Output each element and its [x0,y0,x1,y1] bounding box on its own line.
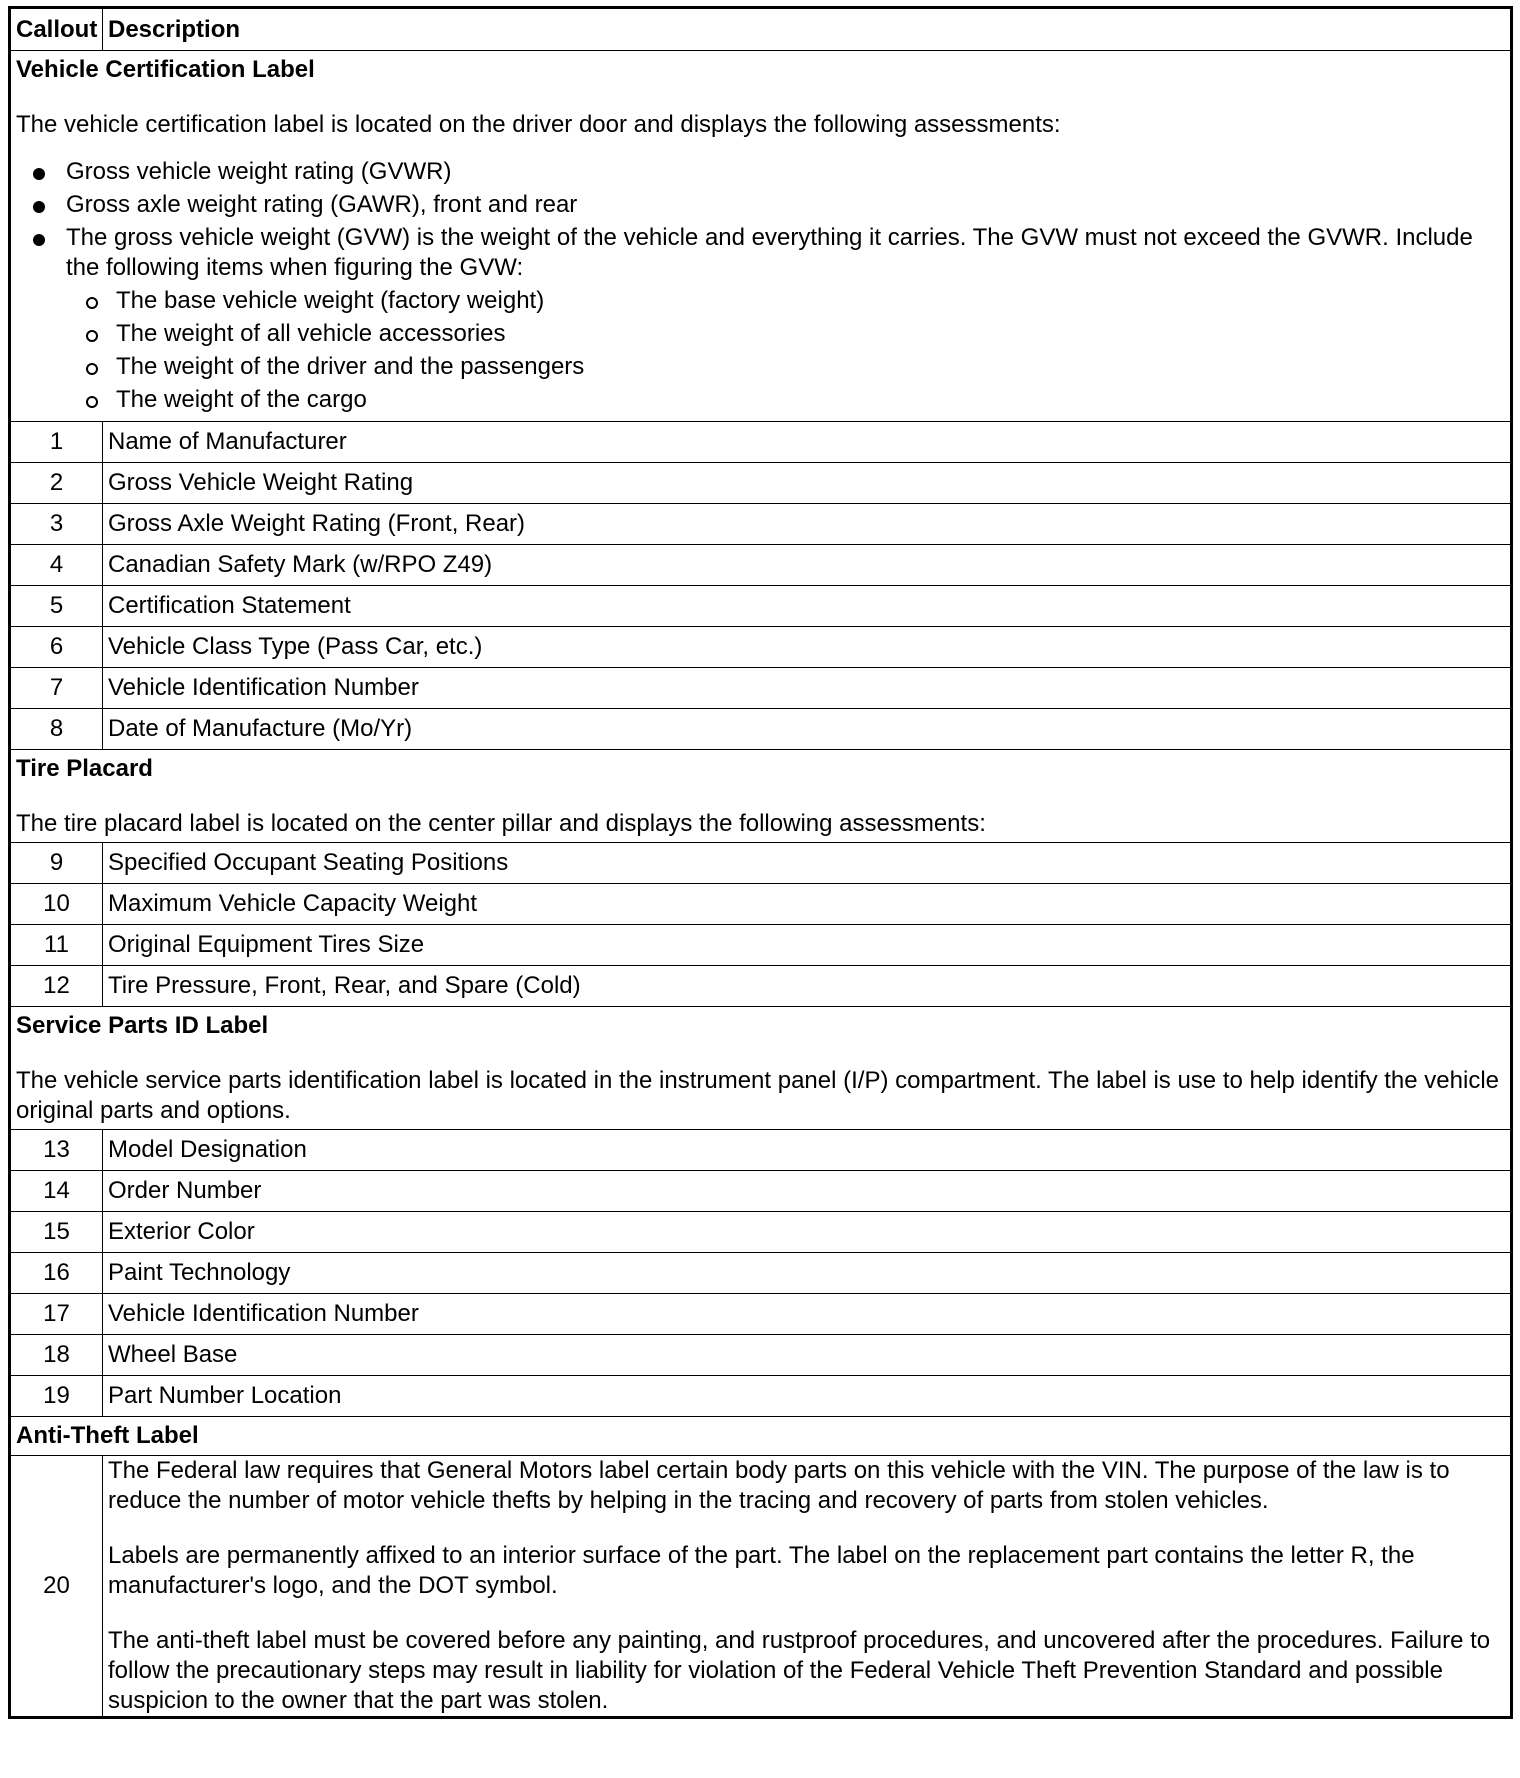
table-row [10,925,1512,966]
table-row [10,1294,1512,1335]
table-row [10,668,1512,709]
callout-number: 20 [10,1456,103,1718]
callout-column-header: Callout [10,8,103,51]
callout-number: 12 [10,966,103,1007]
table-header-row [10,8,1512,51]
vehicle-cert-bullets [16,157,1505,415]
callout-description: Certification Statement [103,586,1512,627]
callout-description: Gross Vehicle Weight Rating [103,463,1512,504]
callout-description: Wheel Base [103,1335,1512,1376]
anti-theft-paragraph: The anti-theft label must be covered before any painting, and rustproof procedures, and uncovered after the procedures. Failure to follow the precautionary steps may result in liability for violation of the Federal Vehicle Theft Prevention Standard and possible suspicion to the owner that the part was stolen. [108,1627,1491,1714]
anti-theft-section [10,1417,1512,1456]
callout-number: 16 [10,1253,103,1294]
table-row [10,884,1512,925]
bullet-text: The gross vehicle weight (GVW) is the weight of the vehicle and everything it carries. The GVW must not exceed the GVWR. Include the following items when figuring the GVW: [66,224,1473,281]
callout-number: 8 [10,709,103,750]
anti-theft-paragraph: The Federal law requires that General Motors label certain body parts on this vehicle with the VIN. The purpose of the law is to reduce the number of motor vehicle thefts by helping in the tracing and recovery of parts from stolen vehicles. [108,1457,1450,1514]
callout-number: 6 [10,627,103,668]
callout-description: Canadian Safety Mark (w/RPO Z49) [103,545,1512,586]
bullet-item: Gross vehicle weight rating (GVWR) [66,157,1505,187]
callout-table [8,6,1513,1719]
service-parts-desc: The vehicle service parts identification label is located in the instrument panel (I/P) compartment. The label is use to help identify the vehicle original parts and options. [16,1067,1499,1124]
callout-description: Vehicle Class Type (Pass Car, etc.) [103,627,1512,668]
callout-number: 4 [10,545,103,586]
vehicle-cert-title: Vehicle Certification Label [16,56,315,83]
callout-number: 18 [10,1335,103,1376]
service-parts-section [10,1007,1512,1130]
gvw-sub-bullets [66,286,1505,415]
anti-theft-paragraph: Labels are permanently affixed to an interior surface of the part. The label on the replacement part contains the letter R, the manufacturer's logo, and the DOT symbol. [108,1542,1415,1599]
callout-number: 10 [10,884,103,925]
service-parts-title: Service Parts ID Label [16,1012,269,1039]
callout-description: Date of Manufacture (Mo/Yr) [103,709,1512,750]
table-row [10,1171,1512,1212]
callout-number: 1 [10,422,103,463]
vehicle-cert-section [10,51,1512,422]
tire-placard-desc: The tire placard label is located on the center pillar and displays the following assessments: [16,810,986,837]
table-row [10,463,1512,504]
callout-number: 2 [10,463,103,504]
callout-number: 7 [10,668,103,709]
callout-number: 15 [10,1212,103,1253]
callout-number: 13 [10,1130,103,1171]
table-row [10,627,1512,668]
sub-bullet-item: The weight of the driver and the passengers [116,352,1505,382]
callout-number: 14 [10,1171,103,1212]
table-row [10,504,1512,545]
callout-number: 11 [10,925,103,966]
callout-number: 17 [10,1294,103,1335]
callout-number: 9 [10,843,103,884]
callout-description: Exterior Color [103,1212,1512,1253]
bullet-item: Gross axle weight rating (GAWR), front and rear [66,190,1505,220]
table-row [10,709,1512,750]
bullet-item [66,223,1505,415]
table-row [10,1212,1512,1253]
table-row [10,843,1512,884]
callout-description: Part Number Location [103,1376,1512,1417]
table-row [10,1130,1512,1171]
vehicle-cert-desc: The vehicle certification label is located on the driver door and displays the following assessments: [16,111,1061,138]
table-row [10,586,1512,627]
table-row [10,1456,1512,1718]
callout-description: Vehicle Identification Number [103,1294,1512,1335]
callout-description: Model Designation [103,1130,1512,1171]
callout-description: Vehicle Identification Number [103,668,1512,709]
callout-description: Gross Axle Weight Rating (Front, Rear) [103,504,1512,545]
tire-placard-section [10,750,1512,843]
callout-description: Original Equipment Tires Size [103,925,1512,966]
callout-description: Tire Pressure, Front, Rear, and Spare (Cold) [103,966,1512,1007]
callout-description: Order Number [103,1171,1512,1212]
table-row [10,545,1512,586]
callout-description: Name of Manufacturer [103,422,1512,463]
callout-number: 19 [10,1376,103,1417]
callout-description: Paint Technology [103,1253,1512,1294]
sub-bullet-item: The weight of the cargo [116,385,1505,415]
anti-theft-description [103,1456,1512,1718]
table-row [10,1376,1512,1417]
tire-placard-title: Tire Placard [16,755,153,782]
sub-bullet-item: The weight of all vehicle accessories [116,319,1505,349]
callout-number: 3 [10,504,103,545]
table-row [10,966,1512,1007]
anti-theft-title: Anti-Theft Label [10,1417,1512,1456]
callout-description: Specified Occupant Seating Positions [103,843,1512,884]
description-column-header: Description [103,8,1512,51]
table-row [10,1253,1512,1294]
table-row [10,1335,1512,1376]
callout-number: 5 [10,586,103,627]
sub-bullet-item: The base vehicle weight (factory weight) [116,286,1505,316]
callout-description: Maximum Vehicle Capacity Weight [103,884,1512,925]
table-row [10,422,1512,463]
